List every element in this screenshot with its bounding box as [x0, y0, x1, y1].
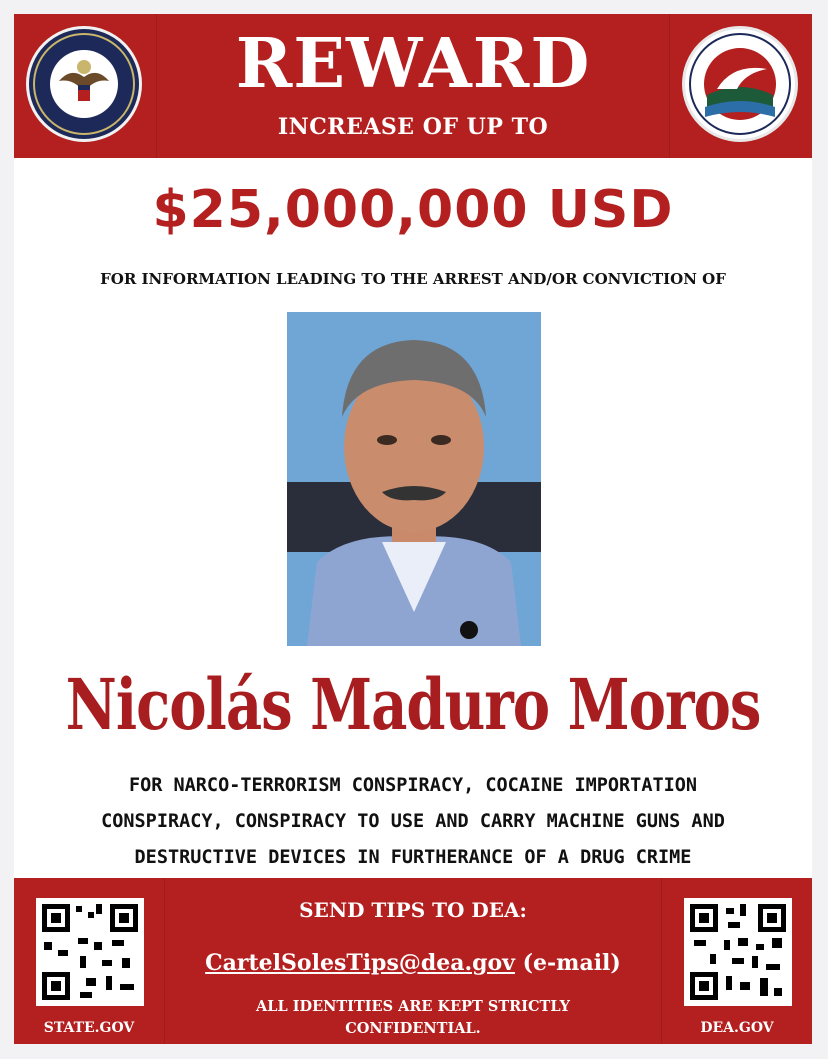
reward-title: REWARD [235, 24, 591, 104]
suspect-name: Nicolás Maduro Moros [65, 664, 761, 747]
tips-email-line [164, 950, 662, 976]
qr-code-icon[interactable] [36, 898, 144, 1006]
right-seal-cell [669, 14, 812, 158]
dea-seal-icon [682, 26, 798, 142]
top-banner [14, 14, 812, 158]
dea-qr-cell [661, 878, 812, 1044]
state-gov-label: STATE.GOV [43, 1020, 135, 1036]
charges [34, 768, 792, 876]
tips-email-link[interactable]: CartelSolesTips@dea.gov [205, 950, 515, 976]
wanted-poster [14, 14, 812, 1044]
reward-amount: $25,000,000 USD [152, 180, 674, 240]
suspect-photo [287, 312, 541, 646]
state-qr-cell [14, 878, 165, 1044]
charges-line: DESTRUCTIVE DEVICES IN FURTHERANCE OF A DRUG CRIME [134, 847, 692, 868]
confidentiality-note [164, 996, 662, 1040]
left-seal-cell [14, 14, 157, 158]
confidentiality-line: CONFIDENTIAL. [345, 1020, 481, 1037]
reward-subtitle: INCREASE OF UP TO [277, 114, 549, 140]
charges-line: FOR NARCO-TERRORISM CONSPIRACY, COCAINE IMPORTATION [128, 775, 698, 796]
qr-code-icon[interactable] [684, 898, 792, 1006]
confidentiality-line: ALL IDENTITIES ARE KEPT STRICTLY [256, 998, 570, 1015]
info-line: FOR INFORMATION LEADING TO THE ARREST AND/OR CONVICTION OF [100, 270, 726, 288]
tips-title: SEND TIPS TO DEA: [299, 898, 527, 922]
tips-email-suffix: (e-mail) [514, 950, 621, 976]
state-department-seal-icon [26, 26, 142, 142]
bottom-banner [14, 878, 812, 1044]
charges-line: CONSPIRACY, CONSPIRACY TO USE AND CARRY MACHINE GUNS AND [101, 811, 725, 832]
dea-gov-label: DEA.GOV [700, 1020, 774, 1036]
